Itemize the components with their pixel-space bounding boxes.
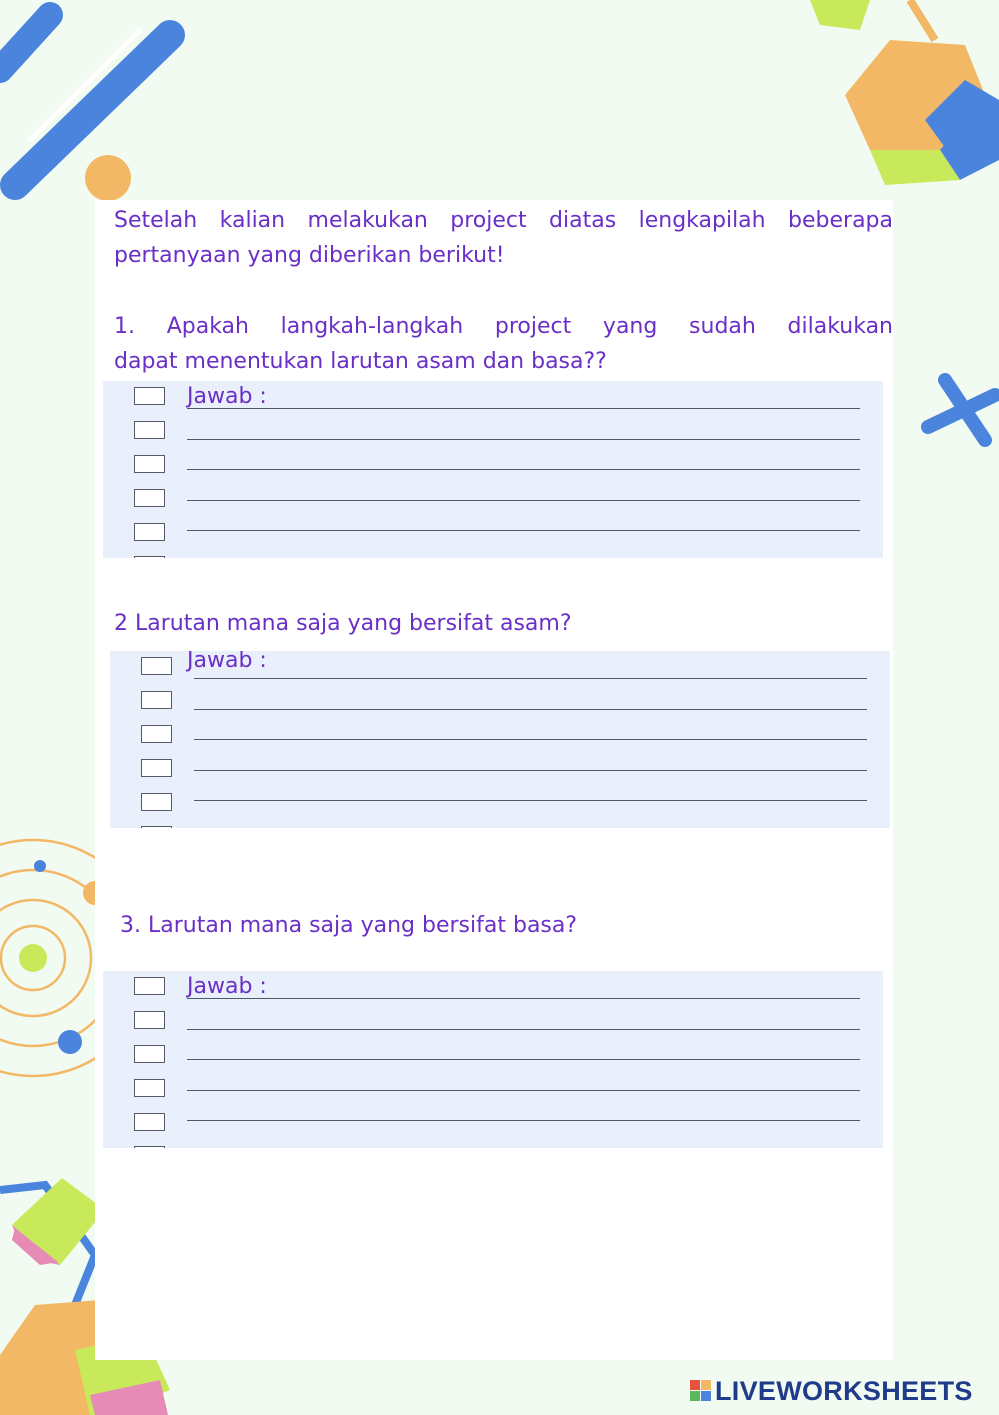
answer-line[interactable]	[187, 1059, 860, 1060]
answer-line[interactable]	[187, 1090, 860, 1091]
answer-line[interactable]	[194, 678, 867, 679]
answer-box-2	[110, 651, 890, 828]
checkbox[interactable]	[134, 556, 165, 558]
checkbox[interactable]	[134, 1113, 165, 1131]
liveworksheets-logo-icon	[690, 1380, 712, 1402]
answer-line[interactable]	[187, 469, 860, 470]
answer-line[interactable]	[187, 530, 860, 531]
answer-line[interactable]	[187, 998, 860, 999]
question-1-line-2: dapat menentukan larutan asam dan basa??	[114, 349, 607, 374]
checkbox[interactable]	[134, 523, 165, 541]
checkbox[interactable]	[134, 1045, 165, 1063]
checkbox[interactable]	[141, 826, 172, 828]
x-decoration	[928, 380, 995, 440]
answer-line[interactable]	[187, 1029, 860, 1030]
answer-line[interactable]	[187, 439, 860, 440]
checkbox[interactable]	[141, 691, 172, 709]
question-1-line-1: 1. Apakah langkah-langkah project yang sudah dilakukan	[114, 314, 893, 339]
checkbox[interactable]	[141, 759, 172, 777]
checkbox[interactable]	[134, 387, 165, 405]
answer-label: Jawab :	[187, 651, 267, 673]
answer-label: Jawab :	[187, 384, 267, 409]
checkbox[interactable]	[134, 1146, 165, 1148]
checkbox[interactable]	[134, 977, 165, 995]
brand-name: LIVEWORKSHEETS	[715, 1375, 973, 1406]
instructions-text: Setelah kalian melakukan project diatas lengkapilah beberapa pertanyaan yang diberikan berikut!	[114, 208, 893, 268]
checkbox[interactable]	[141, 725, 172, 743]
checkbox[interactable]	[134, 489, 165, 507]
answer-line[interactable]	[194, 709, 867, 710]
question-2: 2 Larutan mana saja yang bersifat asam?	[114, 611, 572, 636]
question-3: 3. Larutan mana saja yang bersifat basa?	[120, 913, 578, 938]
blue-stripes-decoration	[0, 15, 170, 185]
checkbox[interactable]	[134, 1011, 165, 1029]
cube-decoration-top-right	[810, 0, 999, 185]
answer-line[interactable]	[194, 800, 867, 801]
answer-label: Jawab :	[187, 974, 267, 999]
orange-dot-decoration	[85, 155, 131, 201]
answer-line[interactable]	[194, 739, 867, 740]
answer-line[interactable]	[187, 1120, 860, 1121]
question-1	[114, 309, 893, 379]
answer-box-1	[103, 381, 883, 558]
checkbox[interactable]	[134, 455, 165, 473]
answer-line[interactable]	[187, 408, 860, 409]
liveworksheets-brand	[690, 1376, 973, 1406]
checkbox[interactable]	[134, 421, 165, 439]
answer-line[interactable]	[194, 770, 867, 771]
answer-box-3	[103, 971, 883, 1148]
checkbox[interactable]	[141, 793, 172, 811]
checkbox[interactable]	[141, 657, 172, 675]
answer-line[interactable]	[187, 500, 860, 501]
checkbox[interactable]	[134, 1079, 165, 1097]
